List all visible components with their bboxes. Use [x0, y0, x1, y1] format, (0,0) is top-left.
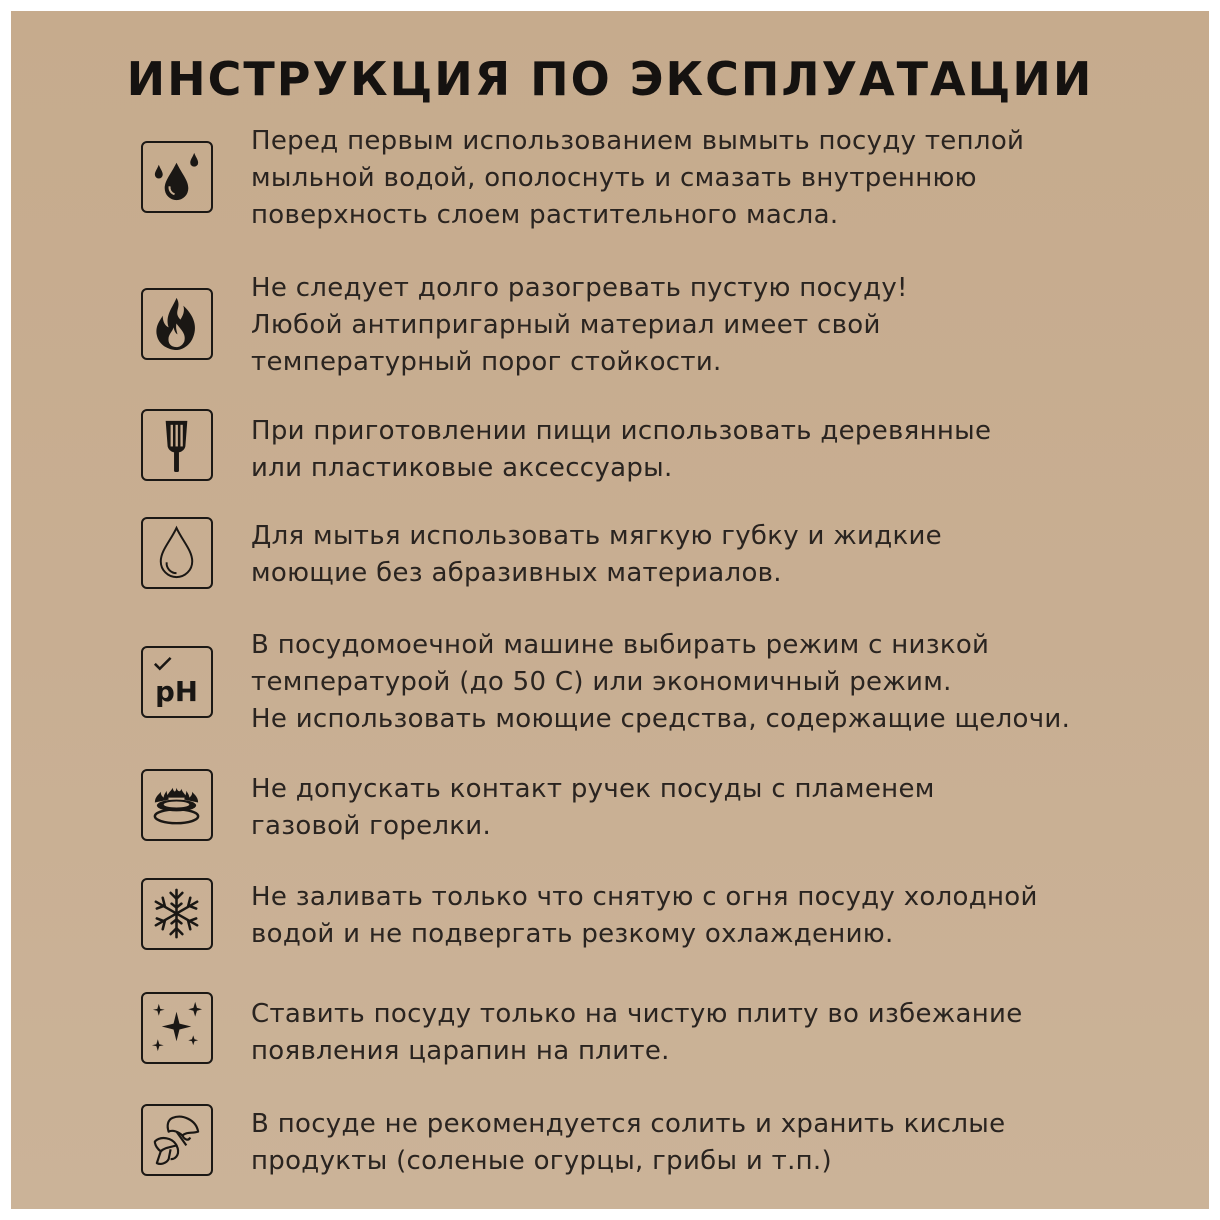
drop-icon	[141, 517, 213, 589]
flame-icon	[141, 288, 213, 360]
ph-label: pH	[155, 676, 198, 709]
instruction-line: температурой (до 50 С) или экономичный режим.	[251, 667, 952, 697]
ph-icon	[141, 646, 213, 718]
instruction-line: Не использовать моющие средства, содержащие щелочи.	[251, 704, 1071, 734]
water-drops-icon	[141, 141, 213, 213]
instruction-line: Не следует долго разогревать пустую посуду!	[251, 273, 908, 303]
instruction-line: или пластиковые аксессуары.	[251, 453, 673, 483]
instruction-line: Не заливать только что снятую с огня посуду холодной	[251, 882, 1038, 912]
instruction-line: продукты (соленые огурцы, грибы и т.п.)	[251, 1146, 832, 1176]
instruction-line: В посудомоечной машине выбирать режим с низкой	[251, 630, 990, 660]
instruction-line: При приготовлении пищи использовать деревянные	[251, 416, 992, 446]
instruction-line: газовой горелки.	[251, 811, 492, 841]
instruction-line: Перед первым использованием вымыть посуду теплой	[251, 126, 1025, 156]
instruction-line: Для мытья использовать мягкую губку и жидкие	[251, 521, 942, 551]
instruction-line: мыльной водой, ополоснуть и смазать внутреннюю	[251, 163, 977, 193]
mushroom-icon	[141, 1104, 213, 1176]
instruction-line: температурный порог стойкости.	[251, 347, 722, 377]
instruction-line: моющие без абразивных материалов.	[251, 558, 782, 588]
page-title: ИНСТРУКЦИЯ ПО ЭКСПЛУАТАЦИИ	[126, 52, 1094, 106]
sparkles-icon	[141, 992, 213, 1064]
instruction-line: Не допускать контакт ручек посуды с пламенем	[251, 774, 935, 804]
spatula-icon	[141, 409, 213, 481]
instruction-line: Ставить посуду только на чистую плиту во избежание	[251, 999, 1023, 1029]
gas-burner-icon	[141, 769, 213, 841]
instruction-sheet	[11, 11, 1209, 1209]
instruction-line: В посуде не рекомендуется солить и хранить кислые	[251, 1109, 1006, 1139]
instruction-line: появления царапин на плите.	[251, 1036, 670, 1066]
instruction-line: водой и не подвергать резкому охлаждению.	[251, 919, 894, 949]
instruction-line: Любой антипригарный материал имеет свой	[251, 310, 881, 340]
snowflake-icon	[141, 878, 213, 950]
instruction-line: поверхность слоем растительного масла.	[251, 200, 839, 230]
